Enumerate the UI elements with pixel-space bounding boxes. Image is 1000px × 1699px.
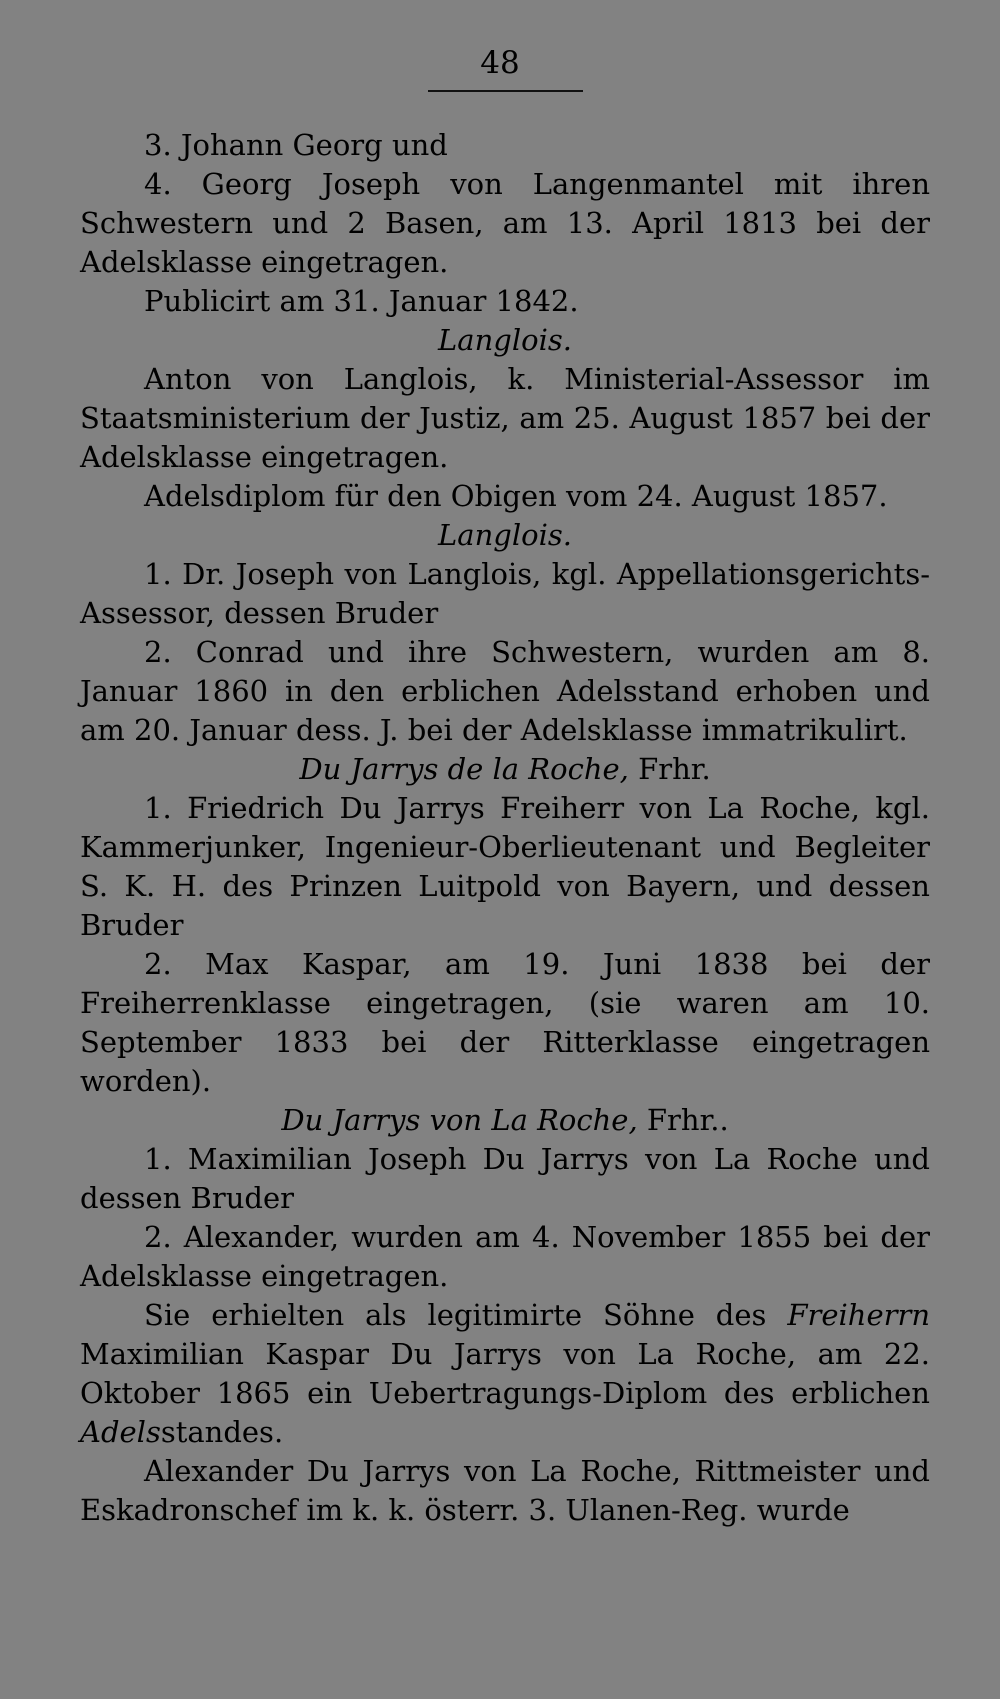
paragraph: Anton von Langlois, k. Ministerial-Assessor im Staatsministerium der Justiz, am 25. August 1857 bei der Adelsklasse eingetragen. <box>80 362 930 474</box>
italic-text: Adels <box>80 1415 161 1449</box>
paragraph: Alexander Du Jarrys von La Roche, Rittmeister und Eskadronschef im k. k. österr. 3. Ulanen-Reg. wurde <box>80 1454 930 1527</box>
section-heading <box>80 750 930 789</box>
paragraph: 3. Johann Georg und <box>144 128 448 162</box>
text-run: Sie erhielten als legitimirte Söhne des <box>144 1298 767 1332</box>
heading-name: Du Jarrys von La Roche, <box>281 1103 638 1137</box>
text-run: standes. <box>160 1415 284 1449</box>
heading-title: Frhr. <box>638 752 711 786</box>
page-text <box>80 126 930 1530</box>
section-heading: Langlois. <box>438 518 572 552</box>
page-number-rule <box>428 90 583 92</box>
paragraph: Publicirt am 31. Januar 1842. <box>144 284 579 318</box>
paragraph: 1. Dr. Joseph von Langlois, kgl. Appellationsgerichts-Assessor, dessen Bruder <box>80 557 930 630</box>
paragraph: Adelsdiplom für den Obigen vom 24. August 1857. <box>144 479 888 513</box>
paragraph: 4. Georg Joseph von Langenmantel mit ihren Schwestern und 2 Basen, am 13. April 1813 bei der Adelsklasse eingetragen. <box>80 167 930 279</box>
paragraph: 2. Max Kaspar, am 19. Juni 1838 bei der Freiherrenklasse eingetragen, (sie waren am 10. September 1833 bei der Ritterklasse eingetragen worden). <box>80 947 930 1098</box>
text-run: Maximilian Kaspar Du Jarrys von La Roche, am 22. Oktober 1865 ein Uebertragungs-Diplom des erblichen <box>80 1337 930 1410</box>
section-heading <box>80 1101 930 1140</box>
section-heading: Langlois. <box>438 323 572 357</box>
paragraph: 1. Maximilian Joseph Du Jarrys von La Roche und dessen Bruder <box>80 1142 930 1215</box>
heading-title: Frhr.. <box>646 1103 729 1137</box>
paragraph: 2. Alexander, wurden am 4. November 1855 bei der Adelsklasse eingetragen. <box>80 1220 930 1293</box>
italic-text: Freiherrn <box>787 1298 931 1332</box>
paragraph: 1. Friedrich Du Jarrys Freiherr von La Roche, kgl. Kammerjunker, Ingenieur-Oberlieutenant und Begleiter S. K. H. des Prinzen Luitpold von Bayern, und dessen Bruder <box>80 791 930 942</box>
heading-name: Du Jarrys de la Roche, <box>299 752 629 786</box>
page-number: 48 <box>480 45 520 81</box>
paragraph <box>80 1296 930 1452</box>
paragraph: 2. Conrad und ihre Schwestern, wurden am 8. Januar 1860 in den erblichen Adelsstand erhoben und am 20. Januar dess. J. bei der Adelsklasse immatrikulirt. <box>80 635 930 747</box>
